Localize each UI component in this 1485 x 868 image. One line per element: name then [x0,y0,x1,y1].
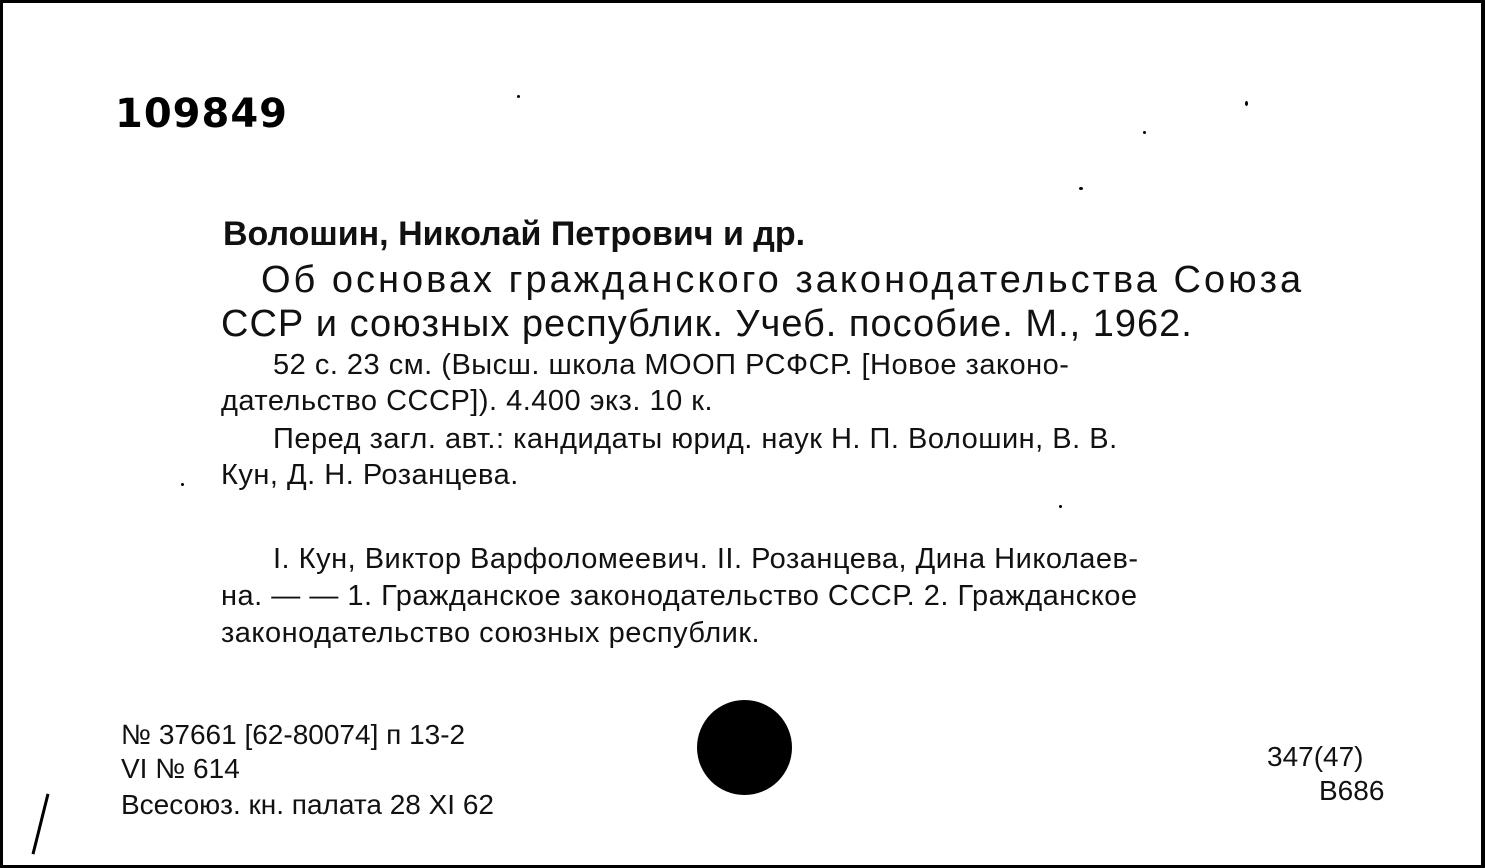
tracings-line-3: законодательство союзных республик. [221,617,761,649]
punch-hole [697,700,792,795]
imprint-line-2: VI № 614 [121,753,240,784]
speck [517,95,520,98]
imprint-line-3: Всесоюз. кн. палата 28 XI 62 [121,789,494,820]
pencil-mark [32,794,50,855]
note-line-1: Перед загл. авт.: кандидаты юрид. наук Н. П. Волошин, В. В. [273,423,1118,455]
speck [181,483,184,486]
inventory-number: 109849 [115,91,288,137]
physical-line-2: дательство СССР]). 4.400 экз. 10 к. [221,385,714,417]
imprint-line-1: № 37661 [62-80074] п 13-2 [121,719,466,750]
speck [1245,101,1248,106]
speck [1079,187,1083,190]
speck [1143,131,1146,134]
physical-line-1: 52 с. 23 см. (Высш. школа МООП РСФСР. [Новое законо- [273,349,1070,381]
author-heading: Волошин, Николай Петрович и др. [223,215,806,253]
tracings-line-2: на. — — 1. Гражданское законодательство СССР. 2. Гражданское [221,580,1138,612]
title-line-2: ССР и союзных республик. Учеб. пособие. М., 1962. [221,303,1193,345]
note-line-2: Кун, Д. Н. Розанцева. [221,459,519,491]
author-mark: В686 [1319,775,1385,806]
udc-code: 347(47) [1267,741,1364,772]
title-line-1: Об основах гражданского законодательства Союза [261,259,1305,301]
speck [1059,505,1062,508]
tracings-line-1: I. Кун, Виктор Варфоломеевич. II. Розанцева, Дина Николаев- [273,543,1139,575]
